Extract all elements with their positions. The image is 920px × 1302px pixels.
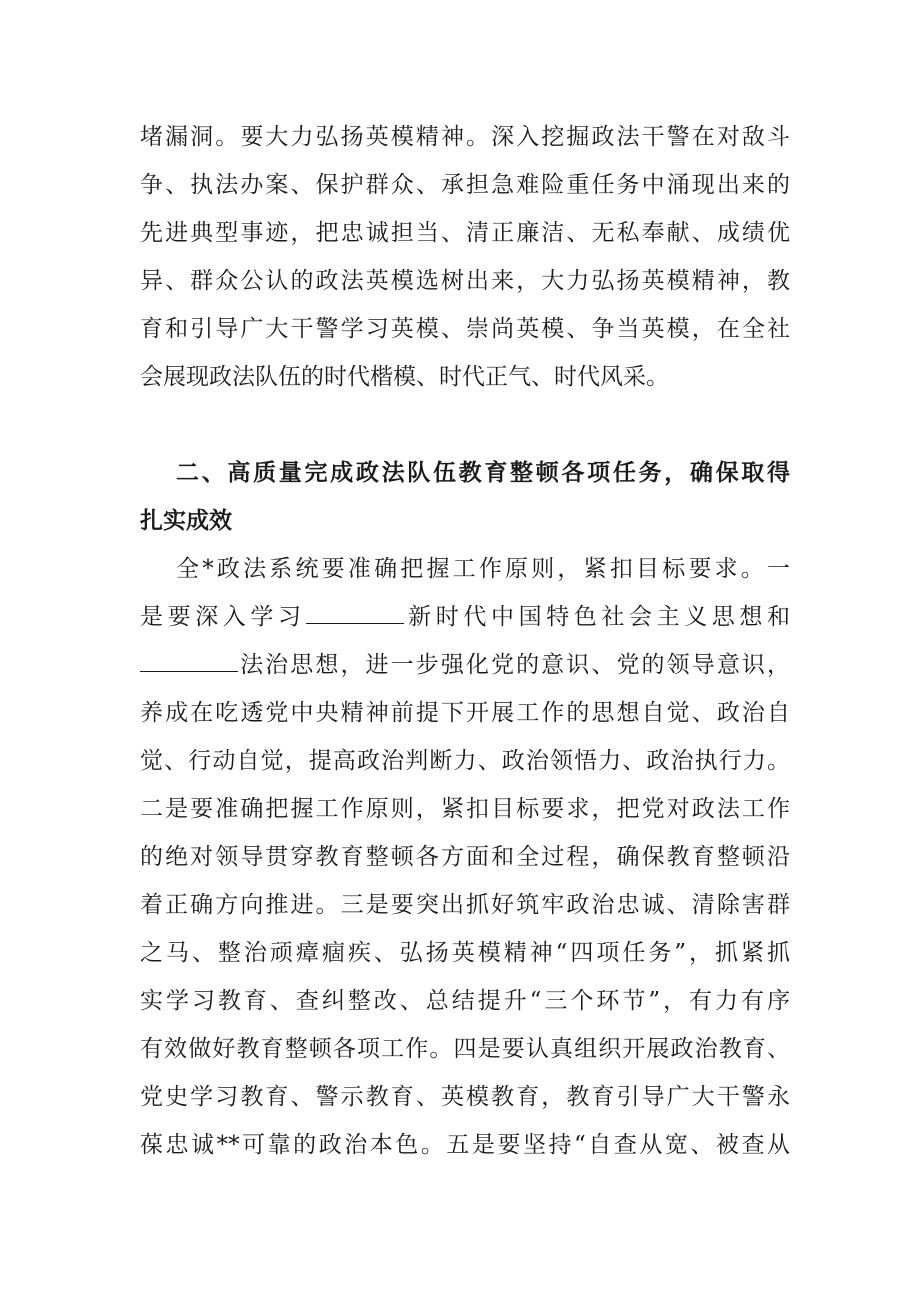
paragraph-line: 争、执法办案、保护群众、承担急难险重任务中涌现出来的 — [140, 172, 790, 198]
paragraph-line: 的绝对领导贯穿教育整顿各方面和全过程，确保教育整顿沿 — [140, 844, 790, 870]
section-heading-line: 二、高质量完成政法队伍教育整顿各项任务，确保取得 — [176, 460, 790, 486]
paragraph-line: 着正确方向推进。三是要突出抓好筑牢政治忠诚、清除害群 — [140, 892, 790, 918]
paragraph-line: 养成在吃透党中央精神前提下开展工作的思想自觉、政治自 — [140, 700, 790, 726]
paragraph-line: 先进典型事迹，把忠诚担当、清正廉洁、无私奉献、成绩优 — [140, 220, 790, 246]
paragraph-line — [140, 650, 790, 680]
line-text: 是要深入学习 — [140, 604, 306, 630]
paragraph-line: 二是要准确把握工作原则，紧扣目标要求，把党对政法工作 — [140, 796, 790, 822]
paragraph-line: 党史学习教育、警示教育、英模教育，教育引导广大干警永 — [140, 1084, 790, 1110]
paragraph-line: 育和引导广大干警学习英模、崇尚英模、争当英模，在全社 — [140, 316, 790, 342]
paragraph-line: 葆忠诚**可靠的政治本色。五是要坚持“自查从宽、被查从 — [140, 1132, 790, 1158]
paragraph-line: 之马、整治顽瘴痼疾、弘扬英模精神“四项任务”，抓紧抓 — [140, 940, 790, 966]
blank-underline — [140, 651, 238, 672]
line-text: 新时代中国特色社会主义思想和 — [403, 604, 790, 630]
section-heading-line: 扎实成效 — [140, 508, 232, 534]
paragraph-line: 异、群众公认的政法英模选树出来，大力弘扬英模精神，教 — [140, 268, 790, 294]
paragraph-line — [140, 602, 790, 632]
paragraph-line: 实学习教育、查纠整改、总结提升“三个环节”，有力有序 — [140, 988, 790, 1014]
line-text: 法治思想，进一步强化党的意识、党的领导意识， — [238, 652, 790, 678]
paragraph-line: 有效做好教育整顿各项工作。四是要认真组织开展政治教育、 — [140, 1036, 790, 1062]
blank-underline — [306, 603, 404, 624]
paragraph-line: 觉、行动自觉，提高政治判断力、政治领悟力、政治执行力。 — [140, 748, 790, 774]
paragraph-line: 全*政法系统要准确把握工作原则，紧扣目标要求。一 — [176, 556, 790, 582]
paragraph-line: 会展现政法队伍的时代楷模、时代正气、时代风采。 — [140, 364, 669, 390]
paragraph-line: 堵漏洞。要大力弘扬英模精神。深入挖掘政法干警在对敌斗 — [140, 124, 790, 150]
